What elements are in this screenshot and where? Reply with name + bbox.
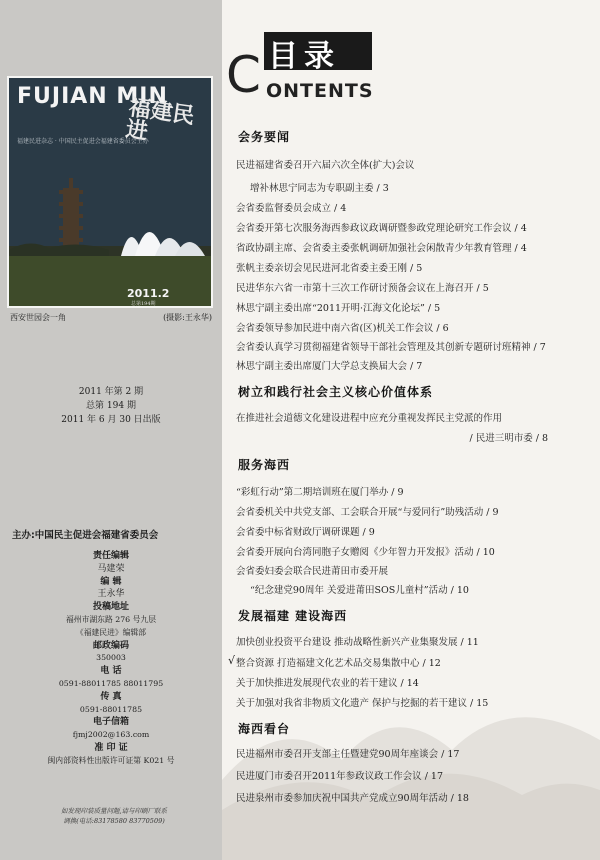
toc-entry[interactable]: 整合资源 打造福建文化艺术品交易集散中心 / 12 [236,658,441,669]
section-heading: 发展福建 建设海西 [238,609,348,623]
toc-entry[interactable]: 会省委开第七次服务海西参政议政调研暨参政党理论研究工作会议 / 4 [236,223,527,234]
toc-entry[interactable]: 关于加快推进发展现代农业的若干建议 / 14 [236,678,419,689]
toc-entry[interactable]: 增补林思宁同志为专职副主委 / 3 [250,183,389,194]
address-line-1: 福州市湖东路 276 号九层 [65,614,156,624]
caption-left: 西安世园会一角 [10,313,66,322]
notice-line-2: 调换(电话:83178580 83770509) [63,817,165,825]
toc-entry[interactable]: 会省委监督委员会成立 / 4 [236,203,347,214]
toc-entry[interactable]: 张帆主委亲切会见民进河北省委主委王刚 / 5 [236,263,423,274]
cover-subline: 福建民进杂志 · 中国民主促进会福建省委员会主办 [17,138,149,145]
chief-editor-name: 马建荣 [97,563,125,574]
toc-entry[interactable]: 省政协副主席、会省委主委张帆调研加强社会闲散青少年教育管理 / 4 [236,243,527,254]
cover-calligraphy: 福建民进 [124,94,197,145]
toc-entry[interactable]: 林思宁副主委出席厦门大学总支换届大会 / 7 [236,361,423,372]
issue-date: 2011 年 6 月 30 日出版 [61,415,161,425]
toc-entry[interactable]: 会省委开展向台湾同胞子女赠阅《少年智力开发报》活动 / 10 [236,547,495,558]
section-heading: 服务海西 [238,458,291,472]
staff-info [0,550,222,768]
toc-entry[interactable]: 民进福州市委召开支部主任暨建党90周年座谈会 / 17 [236,749,460,760]
section-heading: 海西看台 [238,722,291,736]
editor-label: 编 辑 [100,576,122,587]
left-column [0,0,222,860]
toc-entry[interactable]: “纪念建党90周年 关爱进莆田SOS儿童村”活动 / 10 [250,585,469,596]
contents-column [222,0,600,860]
issue-info [0,385,222,427]
toc-entry[interactable]: 会省委中标省财政厅调研课题 / 9 [236,527,375,538]
toc-entry[interactable]: “彩虹行动”第二期培训班在厦门举办 / 9 [236,487,404,498]
address-line-2: 《福建民进》编辑部 [75,627,147,637]
chief-editor-label: 责任编辑 [92,551,129,561]
toc-entry[interactable]: 关于加强对我省非物质文化遗产 保护与挖掘的若干建议 / 15 [236,698,489,709]
toc-entry[interactable]: 会省委领导参加民进中南六省(区)机关工作会议 / 6 [236,323,449,334]
postcode-label: 邮政编码 [92,640,129,651]
toc-entry[interactable]: 加快创业投资平台建设 推动战略性新兴产业集聚发展 / 11 [236,637,479,648]
check-mark-icon: √ [228,654,236,667]
section-heading: 会务要闻 [238,130,291,144]
email: fjmj2002@163.com [72,730,150,740]
permit-label: 准 印 证 [94,742,128,753]
cover-issue: 2011.2 [127,287,170,300]
contents-title-en: ONTENTS [266,80,374,102]
email-label: 电子信箱 [92,717,129,728]
cover-title: FUJIAN MIN [17,84,168,109]
toc-entry[interactable]: 民进福建省委召开六届六次全体(扩大)会议 [236,160,415,171]
section-heading: 树立和践行社会主义核心价值体系 [238,385,434,399]
contents-title-initial: C [226,46,261,104]
toc-entry[interactable]: 民进泉州市委参加庆祝中国共产党成立90周年活动 / 18 [236,793,469,804]
cover-caption [10,312,212,323]
contents-title-cn: 目录 [268,39,340,74]
fax-label: 传 真 [100,691,122,702]
issue-year: 2011 年第 2 期 [78,387,144,397]
cover-image [7,76,213,308]
phone-label: 电 话 [100,666,122,677]
print-notice [14,806,214,826]
toc-entry[interactable]: 民进厦门市委召开2011年参政议政工作会议 / 17 [236,771,444,782]
postcode: 350003 [96,653,126,663]
cover-issue-sub: 总第194期 [131,301,156,307]
mountain-background [222,560,600,860]
editor-name: 王永华 [97,589,125,600]
permit: 闽内部资料性出版许可证第 K021 号 [47,755,175,765]
toc-entry[interactable]: 会省委机关中共党支部、工会联合开展“与爱同行”助残活动 / 9 [236,507,499,518]
toc-entry[interactable]: 民进华东六省一市第十三次工作研讨预备会议在上海召开 / 5 [236,283,489,294]
phone: 0591-88011785 88011795 [58,678,164,688]
toc-entry[interactable]: 会省委认真学习贯彻福建省领导干部社会管理及其创新专题研讨班精神 / 7 [236,342,546,353]
toc-entry[interactable]: 林思宁副主委出席“2011开明·江海文化论坛” / 5 [236,303,441,314]
toc-entry-page[interactable]: / 民进三明市委 / 8 [469,433,548,444]
toc-entry[interactable]: 在推进社会道德文化建设进程中应充分重视发挥民主党派的作用 [236,413,503,424]
issue-total: 总第 194 期 [86,401,136,411]
toc-entry[interactable]: 会省委妇委会联合民进莆田市委开展 [236,566,389,577]
fax: 0591-88011785 [79,704,143,714]
sponsor: 主办:中国民主促进会福建省委员会 [12,530,159,541]
notice-line-1: 如发现印装质量问题,请与印刷厂联系 [60,807,168,815]
address-label: 投稿地址 [92,602,129,613]
caption-right: (摄影:王永华) [163,313,212,322]
